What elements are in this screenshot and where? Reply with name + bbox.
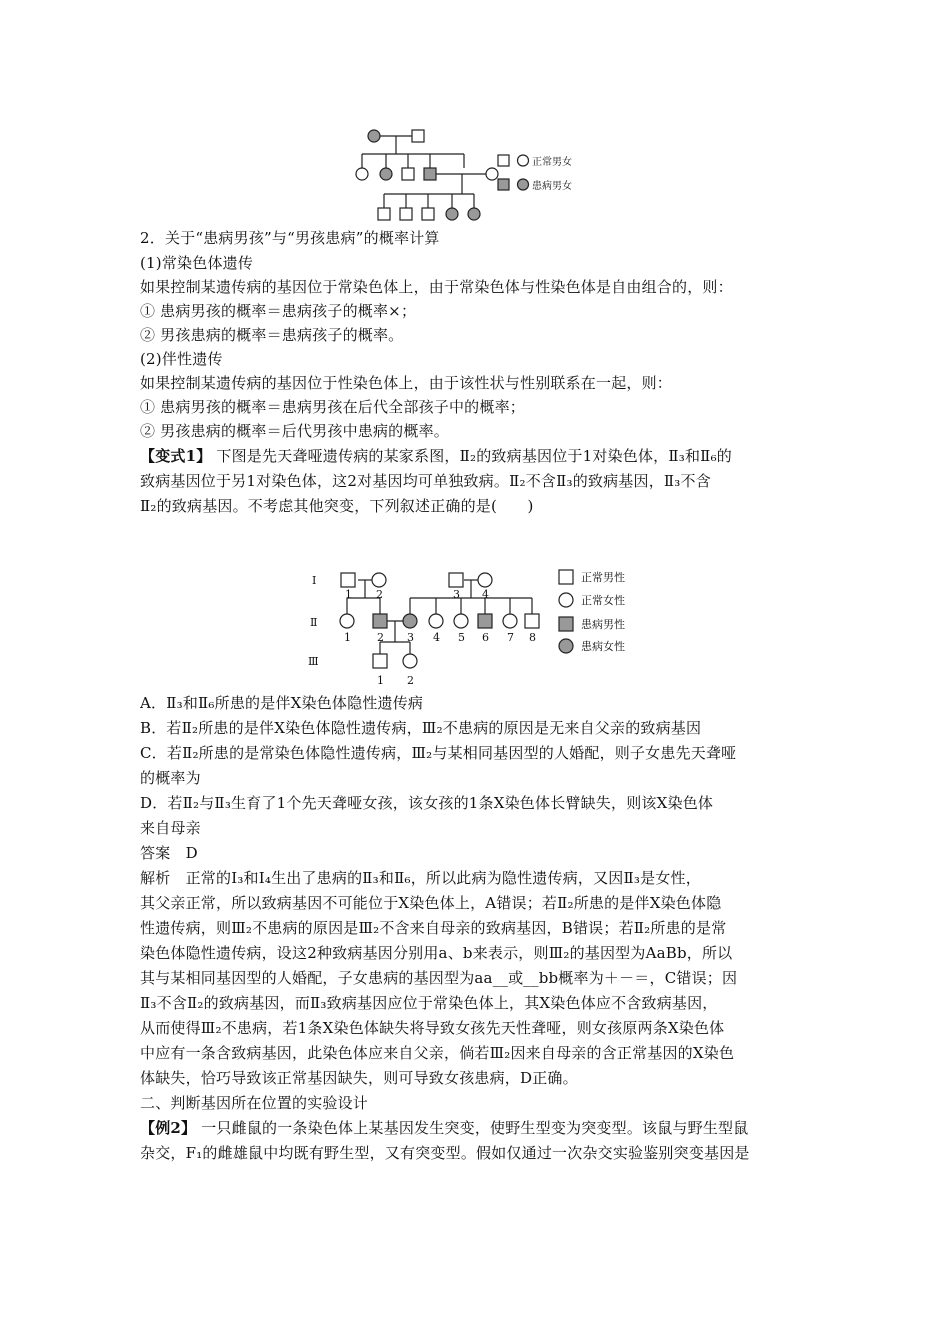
option-a: A．Ⅱ₃和Ⅱ₆所患的是伴X染色体隐性遗传病 xyxy=(140,694,424,712)
svg-text:8: 8 xyxy=(529,631,536,644)
svg-text:1: 1 xyxy=(377,674,384,687)
analysis-line: 解析 正常的Ⅰ₃和Ⅰ₄生出了患病的Ⅱ₃和Ⅱ₆，所以此病为隐性遗传病，又因Ⅱ₃是女性， xyxy=(140,869,701,887)
analysis-line: Ⅱ₃不含Ⅱ₂的致病基因，而Ⅱ₃致病基因应位于常染色体上，其X染色体应不含致病基因， xyxy=(140,994,718,1012)
svg-text:4: 4 xyxy=(482,588,489,601)
legend-normal-female: 正常女性 xyxy=(581,594,625,607)
svg-text:2: 2 xyxy=(376,588,383,601)
option-b: B．若Ⅱ₂所患的是伴X染色体隐性遗传病，Ⅲ₂不患病的原因是无来自父亲的致病基因 xyxy=(140,719,702,737)
svg-text:2: 2 xyxy=(407,674,414,687)
example2-line-2: 杂交，F₁的雌雄鼠中均既有野生型，又有突变型。假如仅通过一次杂交实验鉴别突变基因是 xyxy=(140,1144,750,1162)
svg-text:6: 6 xyxy=(482,631,489,644)
legend-affected-male: 患病男性 xyxy=(581,618,625,631)
example2-label: 【例2】 xyxy=(140,1119,197,1137)
autosomal-item-1: ① 患病男孩的概率＝患病孩子的概率×； xyxy=(140,302,417,320)
legend-affected-female: 患病女性 xyxy=(581,640,625,653)
svg-text:4: 4 xyxy=(433,631,440,644)
svg-text:7: 7 xyxy=(507,631,514,644)
svg-text:3: 3 xyxy=(453,588,460,601)
option-c-line-2: 的概率为 xyxy=(140,769,201,787)
sexlinked-item-2: ② 男孩患病的概率＝后代男孩中患病的概率。 xyxy=(140,422,449,440)
section-heading-experiment: 二、判断基因所在位置的实验设计 xyxy=(140,1094,369,1112)
variant1-question-line-1: 【变式1】 下图是先天聋哑遗传病的某家系图，Ⅱ₂的致病基因位于1对染色体，Ⅱ₃和Ⅱ₆的 xyxy=(140,447,732,465)
analysis-line: 其父亲正常，所以致病基因不可能位于X染色体上，A错误；若Ⅱ₂所患的是伴X染色体隐 xyxy=(140,894,722,912)
svg-text:3: 3 xyxy=(407,631,414,644)
variant1-label: 【变式1】 xyxy=(140,447,212,465)
answer: 答案 D xyxy=(140,844,198,862)
ped1-i2-normal-male xyxy=(412,130,424,142)
example2-line-1: 【例2】 一只雌鼠的一条染色体上某基因发生突变，使野生型变为突变型。该鼠与野生型鼠 xyxy=(140,1119,749,1137)
svg-text:5: 5 xyxy=(458,631,465,644)
gen-label-ii: Ⅱ xyxy=(310,616,318,629)
sexlinked-item-1: ① 患病男孩的概率＝患病男孩在后代全部孩子中的概率； xyxy=(140,398,525,416)
analysis-line: 中应有一条含致病基因，此染色体应来自父亲，倘若Ⅲ₂因来自母亲的含正常基因的X染色 xyxy=(140,1044,735,1062)
svg-text:1: 1 xyxy=(345,588,352,601)
option-c-line-1: C．若Ⅱ₂所患的是常染色体隐性遗传病，Ⅲ₂与某相同基因型的人婚配，则子女患先天聋哑 xyxy=(140,744,737,762)
pedigree-diagram-2 xyxy=(300,566,650,694)
option-d-line-2: 来自母亲 xyxy=(140,819,201,837)
ped1-legend-normal: 正常男女 xyxy=(532,157,572,168)
pedigree-diagram-1 xyxy=(340,122,600,224)
analysis-line: 染色体隐性遗传病，设这2种致病基因分别用a、b来表示，则Ⅲ₂的基因型为AaBb，所以 xyxy=(140,944,733,962)
ped1-i1-affected-female xyxy=(368,130,380,142)
legend-normal-male: 正常男性 xyxy=(581,571,625,584)
analysis-line: 其与某相同基因型的人婚配，子女患病的基因型为aa__或__bb概率为＋－＝，C错误；因 xyxy=(140,969,738,987)
autosomal-title: (1)常染色体遗传 xyxy=(140,254,254,272)
analysis-line: 体缺失，恰巧导致该正常基因缺失，则可导致女孩患病，D正确。 xyxy=(140,1069,578,1087)
gen-label-i: Ⅰ xyxy=(312,574,317,587)
option-d-line-1: D．若Ⅱ₂与Ⅱ₃生育了1个先天聋哑女孩，该女孩的1条X染色体长臂缺失，则该X染色体 xyxy=(140,794,714,812)
sexlinked-intro: 如果控制某遗传病的基因位于性染色体上，由于该性状与性别联系在一起，则： xyxy=(140,374,673,392)
gen-label-iii: Ⅲ xyxy=(308,655,319,668)
ped1-legend-affected: 患病男女 xyxy=(532,181,572,192)
analysis-line: 性遗传病，则Ⅲ₂不患病的原因是Ⅲ₂不含来自母亲的致病基因，B错误；若Ⅱ₂所患的是常 xyxy=(140,919,727,937)
autosomal-intro: 如果控制某遗传病的基因位于常染色体上，由于常染色体与性染色体是自由组合的，则： xyxy=(140,278,733,296)
section-heading-2: 2．关于“患病男孩”与“男孩患病”的概率计算 xyxy=(140,229,440,247)
svg-text:2: 2 xyxy=(377,631,384,644)
variant1-question-line-3: Ⅱ₂的致病基因。不考虑其他突变，下列叙述正确的是( ) xyxy=(140,497,534,515)
variant1-question-line-2: 致病基因位于另1对染色体，这2对基因均可单独致病。Ⅱ₂不含Ⅱ₃的致病基因，Ⅱ₃不含 xyxy=(140,472,711,490)
sexlinked-title: (2)伴性遗传 xyxy=(140,350,223,368)
svg-text:1: 1 xyxy=(344,631,351,644)
analysis-line: 从而使得Ⅲ₂不患病，若1条X染色体缺失将导致女孩先天性聋哑，则女孩原两条X染色体 xyxy=(140,1019,725,1037)
autosomal-item-2: ② 男孩患病的概率＝患病孩子的概率。 xyxy=(140,326,404,344)
